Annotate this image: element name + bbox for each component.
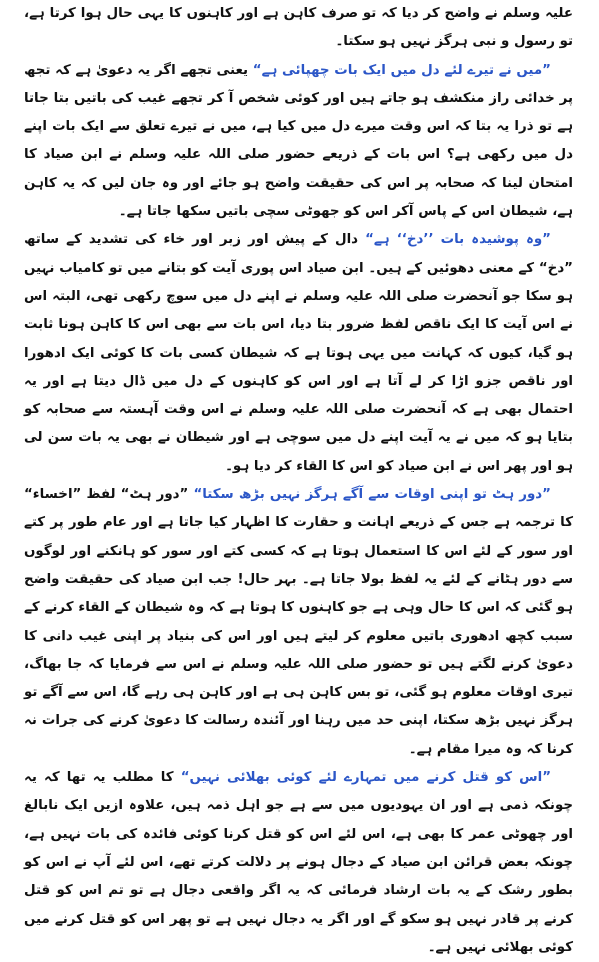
paragraph-text: یعنی تجھے اگر یہ دعویٰ ہے کہ تجھ پر خدائی راز منکشف ہو جاتے ہیں اور کوئی شخص آ کر تجھے غیب کی باتیں بتا جاتا ہے تو ذرا یہ بتا کہ اس وقت میرے دل میں کیا ہے، میں نے تیرے تعلق سے ایک بات اپنے دل میں رکھی ہے؟ اس بات کے ذریعے حضور صلی اللہ علیہ وسلم نے ابن صیاد کا امتحان لینا کہ صحابہ پر اس کی حقیقت واضح ہو جائے اور وہ جان لیں کہ یہ کاہن ہے، شیطان اس کے پاس آکر اس کو جھوٹی سچی باتیں سکھا جاتا ہے۔	[24, 62, 573, 220]
paragraph	[24, 57, 573, 227]
highlighted-quote: ”دور ہٹ تو اپنی اوقات سے آگے ہرگز نہیں بڑھ سکتا“	[193, 487, 551, 503]
highlighted-quote: ”اس کو قتل کرنے میں تمہارے لئے کوئی بھلائی نہیں“	[180, 770, 552, 786]
paragraph-text: کا مطلب یہ تھا کہ یہ چونکہ ذمی ہے اور ان یہودیوں میں سے ہے جو اہل ذمہ ہیں، علاوہ ازیں ایک نابالغ اور چھوٹی عمر کا بھی ہے، اس لئے اس کو قتل کرنا کوئی فائدہ کی بات نہیں ہے، چونکہ بعض قرائن ابن صیاد کے دجال ہونے پر دلالت کرتے تھے، اس لئے آپ نے اس کو بطور رشک کے یہ بات ارشاد فرمائی کہ یہ اگر واقعی دجال ہے تو تم اس کو قتل کرنے پر قادر نہیں ہو سکو گے اور اگر یہ دجال نہیں ہے تو پھر اس کو قتل کرنے میں کوئی بھلائی نہیں ہے۔	[24, 770, 573, 955]
paragraph	[24, 764, 573, 962]
paragraph-text: دال کے پیش اور زبر اور خاء کی تشدید کے ساتھ ”دخ“ کے معنی دھوئیں کے ہیں۔ ابن صیاد اس پوری آیت کو بتانے میں تو کامیاب نہیں ہو سکا جو آنحضرت صلی اللہ علیہ وسلم نے اپنے دل میں سوچ رکھی تھی، البتہ اس نے اس آیت کا ایک ناقص لفظ ضرور بتا دیا، اس بات سے بھی اس کا کاہن ہونا ثابت ہو گیا، کیوں کہ کہانت میں یہی ہوتا ہے کہ شیطان کسی بات کا کوئی ایک ادھورا اور ناقص جزو اڑا کر لے آتا ہے اور اس کو کاہنوں کے دل میں ڈال دیتا ہے اور یہ احتمال بھی ہے کہ آنحضرت صلی اللہ علیہ وسلم نے اس وقت آہستہ سے صحابہ کو بتایا ہو کہ میں نے یہ آیت اپنے دل میں سوچی ہے اور شیطان نے بھی یہ بات سن لی ہو اور پھر اس نے ابن صیاد کو اس کا القاء کر دیا ہو۔	[24, 232, 573, 474]
highlighted-quote: ”وہ پوشیدہ بات ’’دخ‘‘ ہے“	[365, 232, 551, 248]
highlighted-quote: ”میں نے تیرے لئے دل میں ایک بات چھپائی ہے“	[252, 62, 551, 78]
paragraph-text: ”دور ہٹ“ لفظ ”اخساء“ کا ترجمہ ہے جس کے ذریعے اہانت و حقارت کا اظہار کیا جاتا ہے اور عام طور پر کتے اور سور کے لئے اس کا استعمال ہوتا ہے کہ کسی کتے اور سور کو ہانکنے اور لوگوں سے دور ہٹانے کے لئے یہ لفظ بولا جاتا ہے۔ بہر حال! جب ابن صیاد کی حقیقت واضح ہو گئی کہ اس کا حال وہی ہے جو کاہنوں کا ہوتا ہے کہ وہ شیطان کے القاء کرنے کے سبب کچھ ادھوری باتیں معلوم کر لیتے ہیں اور اس کی بنیاد پر اپنی غیب دانی کا دعویٰ کرنے لگتے ہیں تو حضور صلی اللہ علیہ وسلم نے اس سے فرمایا کہ جا بھاگ، تیری اوقات معلوم ہو گئی، تو بس کاہن ہی ہے اور کاہن ہی رہے گا، اس سے آگے تو ہرگز نہیں بڑھ سکتا، اپنی حد میں رہنا اور آئندہ رسالت کا دعویٰ کرنے کی جرات نہ کرنا کہ وہ میرا مقام ہے۔	[24, 487, 573, 757]
paragraph	[24, 226, 573, 481]
paragraph: علیہ وسلم نے واضح کر دیا کہ تو صرف کاہن ہے اور کاہنوں کا یہی حال ہوا کرتا ہے، تو رسول و نبی ہرگز نہیں ہو سکتا۔	[24, 6, 573, 50]
paragraph	[24, 481, 573, 764]
